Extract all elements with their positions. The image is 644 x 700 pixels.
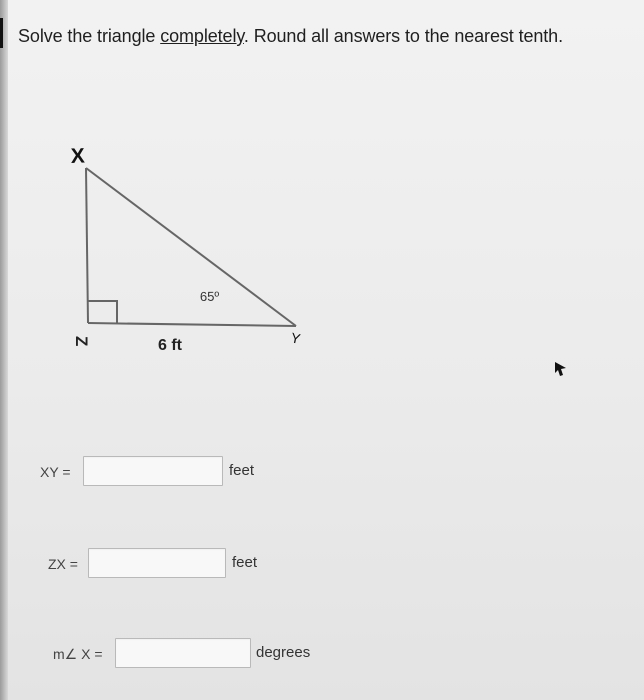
triangle-side-zx <box>86 168 88 323</box>
zx-unit-label: feet <box>232 554 258 571</box>
prompt-suffix: . Round all answers to the nearest tenth. <box>243 26 563 46</box>
angle-x-answer-input[interactable] <box>115 638 251 668</box>
prompt-emphasis: completely <box>160 26 244 46</box>
angle-y-label: 65º <box>199 288 220 304</box>
right-angle-mark <box>88 301 117 323</box>
vertex-x-label: X <box>70 144 86 168</box>
mouse-pointer-icon <box>554 361 568 377</box>
prompt-prefix: Solve the triangle <box>18 26 161 46</box>
zx-label: ZX = <box>48 556 78 572</box>
left-edge-dark-mark <box>0 18 3 48</box>
angle-x-unit-label: degrees <box>256 644 311 661</box>
left-edge <box>0 0 8 700</box>
triangle-side-zy <box>88 323 296 326</box>
zx-answer-input[interactable] <box>88 548 226 578</box>
xy-label: XY = <box>40 464 71 480</box>
vertex-z-label: Z <box>72 336 91 347</box>
triangle-diagram <box>40 130 340 370</box>
side-zy-length-label: 6 ft <box>158 337 182 354</box>
angle-x-label: m∠ X = <box>53 646 103 662</box>
xy-unit-label: feet <box>229 462 255 479</box>
problem-prompt <box>18 24 563 48</box>
vertex-y-label: Y <box>289 329 302 347</box>
xy-answer-input[interactable] <box>83 456 223 486</box>
